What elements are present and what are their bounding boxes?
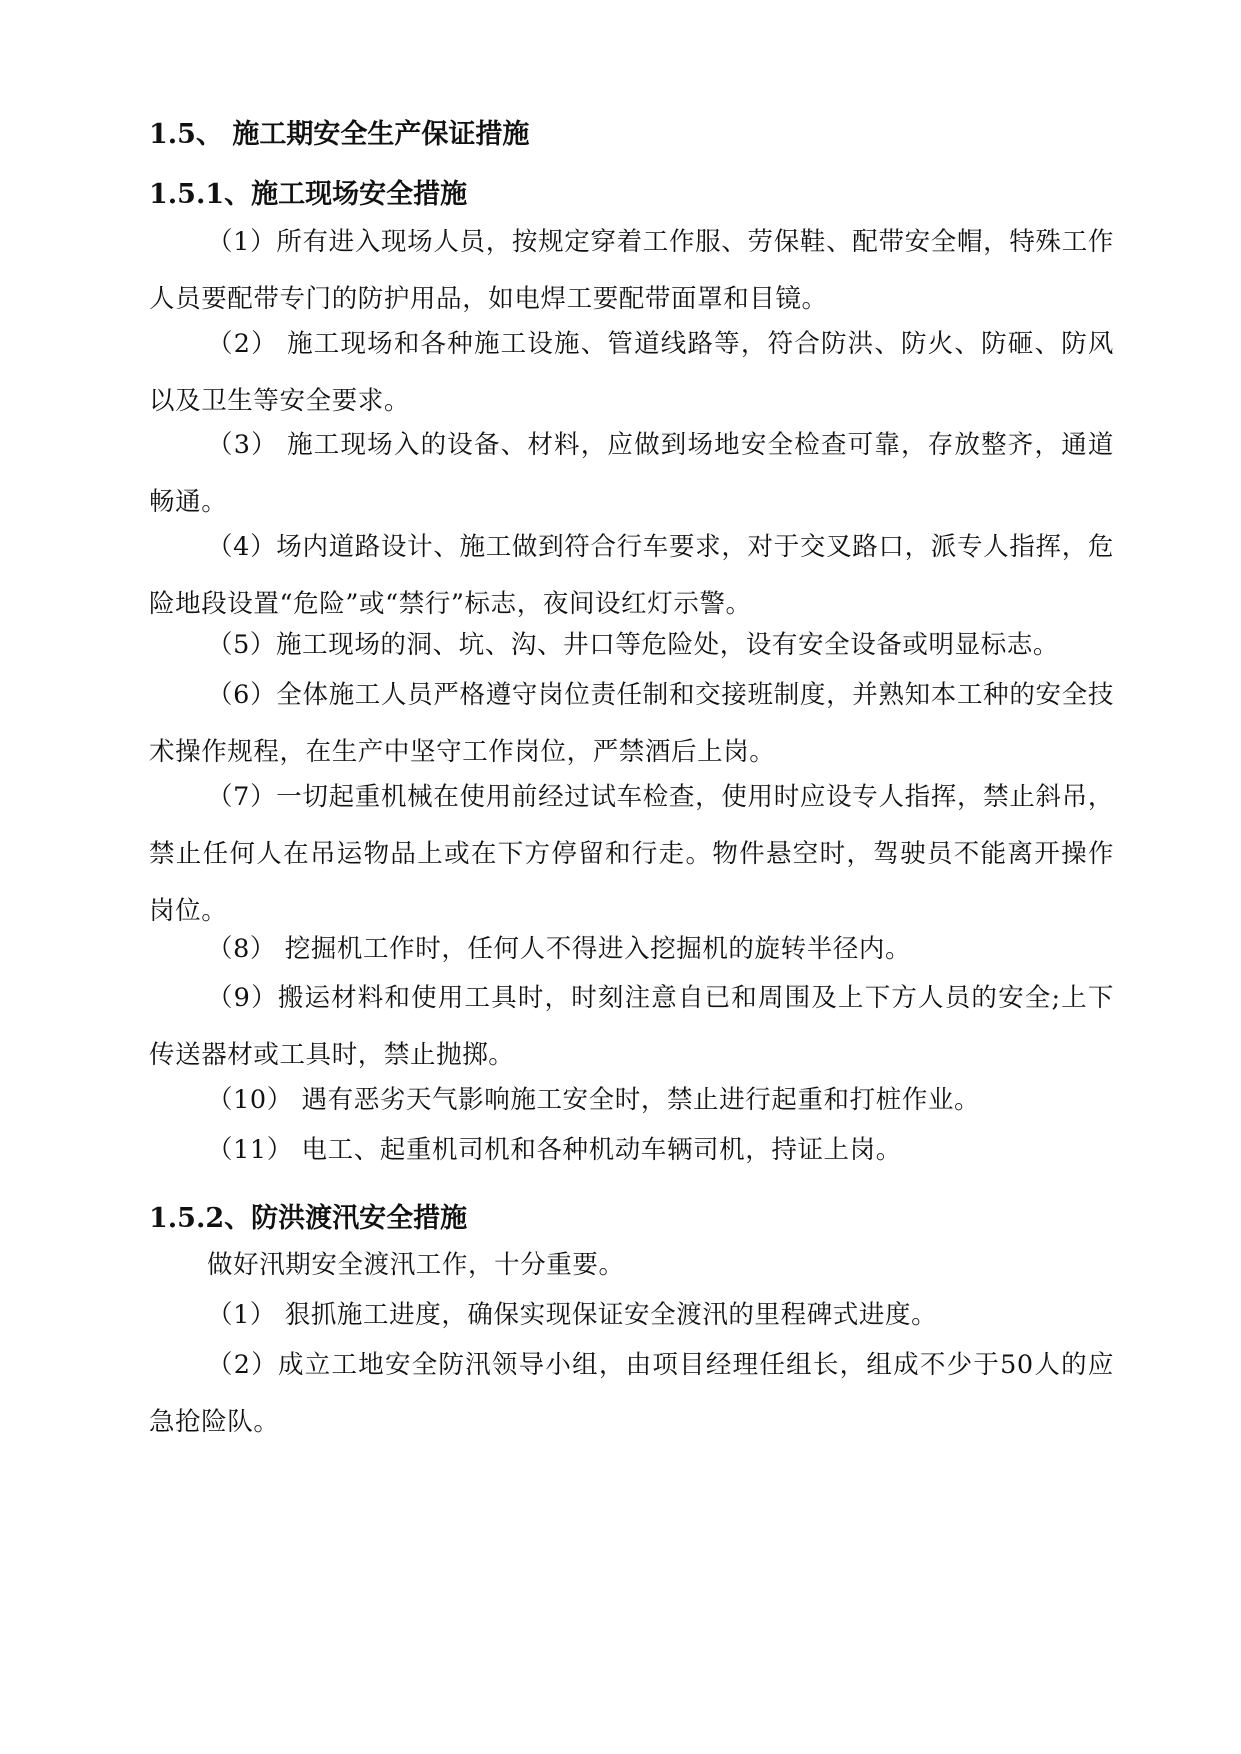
flood-item-2: （2）成立工地安全防汛领导小组，由项目经理任组长，组成不少于50人的应急抢险队。 <box>149 1350 1114 1437</box>
site-item-2: （2） 施工现场和各种施工设施、管道线路等，符合防洪、防火、防砸、防风以及卫生等安全要求。 <box>149 329 1114 416</box>
site-item-1: （1）所有进入现场人员，按规定穿着工作服、劳保鞋、配带安全帽，特殊工作人员要配带专门的防护用品，如电焊工要配带面罩和目镜。 <box>149 227 1114 314</box>
subsection-heading-1-5-1: 1.5.1、施工现场安全措施 <box>149 179 468 210</box>
site-item-11: （11） 电工、起重机司机和各种机动车辆司机，持证上岗。 <box>207 1135 902 1165</box>
site-item-9: （9）搬运材料和使用工具时，时刻注意自已和周围及上下方人员的安全;上下传送器材或工具时，禁止抛掷。 <box>149 983 1114 1070</box>
subsection-heading-1-5-2: 1.5.2、防洪渡汛安全措施 <box>149 1203 468 1234</box>
site-item-7: （7）一切起重机械在使用前经过试车检查，使用时应设专人指挥，禁止斜吊，禁止任何人在吊运物品上或在下方停留和行走。物件悬空时，驾驶员不能离开操作岗位。 <box>149 782 1114 926</box>
site-item-10: （10） 遇有恶劣天气影响施工安全时，禁止进行起重和打桩作业。 <box>207 1085 981 1115</box>
site-item-5: （5）施工现场的洞、坑、沟、井口等危险处，设有安全设备或明显标志。 <box>207 630 1060 660</box>
section-heading-1-5: 1.5、 施工期安全生产保证措施 <box>149 119 530 150</box>
site-item-3: （3） 施工现场入的设备、材料，应做到场地安全检查可靠，存放整齐，通道畅通。 <box>149 430 1114 517</box>
flood-intro: 做好汛期安全渡汛工作，十分重要。 <box>207 1250 625 1280</box>
site-item-8: （8） 挖掘机工作时，任何人不得进入挖掘机的旋转半径内。 <box>207 934 912 964</box>
site-item-4: （4）场内道路设计、施工做到符合行车要求，对于交叉路口，派专人指挥，危险地段设置“危险”或“禁行”标志，夜间设红灯示警。 <box>149 532 1114 619</box>
site-item-6: （6）全体施工人员严格遵守岗位责任制和交接班制度，并熟知本工种的安全技术操作规程，在生产中坚守工作岗位，严禁酒后上岗。 <box>149 680 1114 767</box>
flood-item-1: （1） 狠抓施工进度，确保实现保证安全渡汛的里程碑式进度。 <box>207 1300 938 1330</box>
